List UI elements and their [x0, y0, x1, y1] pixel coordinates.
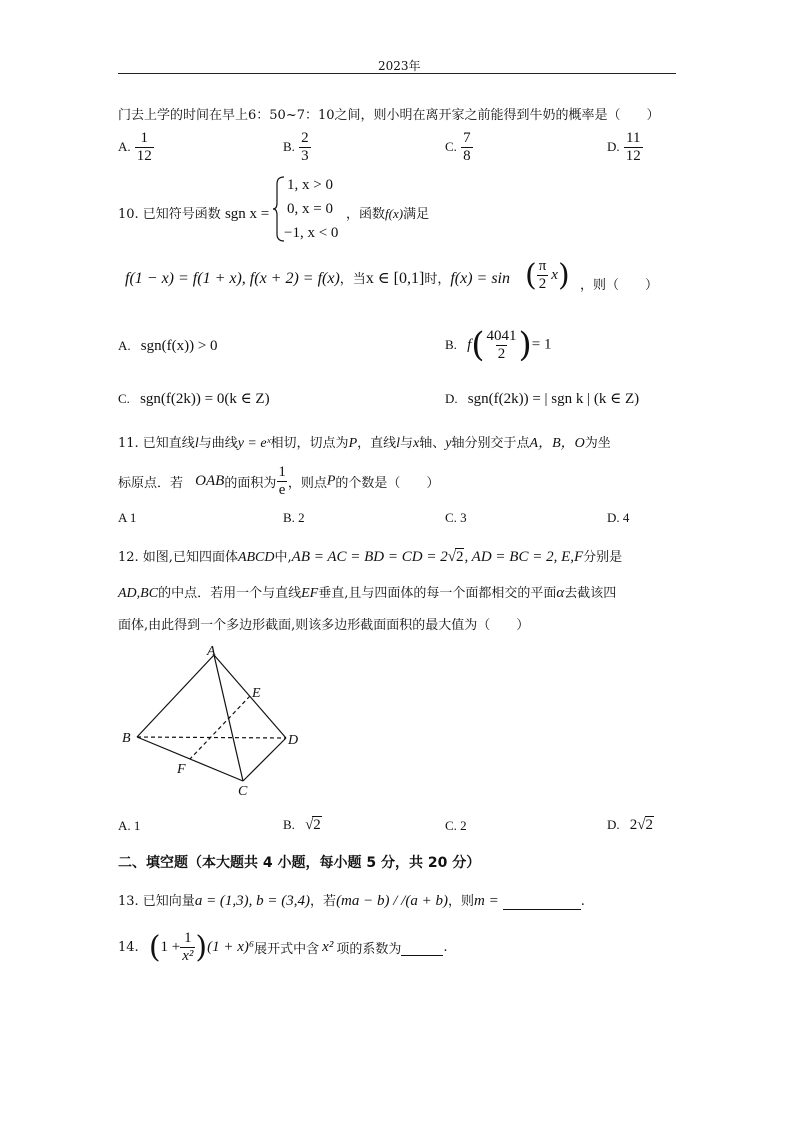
option-expr: sgn(f(x)) > 0 [140, 338, 218, 354]
y-axis: y [445, 436, 452, 451]
text: ，则点 [287, 476, 327, 491]
denominator: 12 [625, 148, 641, 164]
text: 的面积为 [224, 476, 277, 491]
text: 轴、 [419, 436, 446, 451]
x-axis: x [413, 436, 420, 451]
option-label: B. [283, 139, 295, 154]
case-positive: 1, x > 0 [287, 177, 333, 193]
option-label: C. [118, 391, 130, 406]
numerator: 7 [463, 130, 471, 146]
edge-equation-2: , AD = BC = 2, E,F [464, 549, 584, 565]
text: 满足 [403, 207, 430, 222]
q10-intro [118, 203, 269, 223]
vectors-expr: a = (1,3), b = (3,4) [194, 893, 311, 909]
label-c: C [238, 784, 248, 795]
text: 展开式中含 [254, 942, 320, 957]
q12-option-d[interactable] [607, 816, 654, 834]
q9-text: 门去上学的时间在早上6：50~7：10之间，则小明在离开家之前能得到牛奶的概率是（ ） [118, 108, 660, 123]
binomial-expr: (1 + x)⁶ [207, 939, 255, 955]
text: 垂直,且与四面体的每一个面都相交的平面 [318, 586, 557, 601]
q9-option-c[interactable] [445, 130, 473, 165]
label-f: F [177, 762, 186, 777]
text: 中, [274, 550, 292, 565]
header-rule [118, 73, 676, 74]
text: ，当 [339, 272, 366, 287]
fx: f(x) [385, 206, 404, 221]
denominator: 8 [463, 148, 471, 164]
text: 相切，切点为 [270, 436, 349, 451]
f-symbol: f [467, 336, 472, 353]
option-label: B. [283, 817, 295, 832]
numerator: 1 [184, 930, 192, 946]
period: . [443, 940, 448, 955]
line-l: l [194, 436, 199, 451]
sin-expr: f(x) = sin [450, 270, 510, 287]
edge-cd [243, 738, 286, 781]
text: 分别是 [583, 550, 623, 565]
text: ，若 [310, 894, 337, 909]
sin-argument [525, 258, 570, 293]
fraction [485, 328, 519, 363]
q10-option-b[interactable] [445, 325, 551, 365]
text: 为坐 [584, 436, 611, 451]
interval-expr: x ∈ [0,1] [365, 270, 425, 287]
q9-option-d[interactable] [607, 130, 643, 165]
edge-equation: AB = AC = BD = CD = 2 [291, 549, 448, 565]
q9-option-b[interactable] [283, 130, 311, 165]
sqrt-radicand: 2 [313, 817, 321, 833]
points-abo: A，B，O [529, 436, 585, 451]
paren-left: ( [471, 325, 485, 365]
numerator: 11 [626, 130, 641, 146]
pi-over-2 [537, 258, 549, 293]
section-title: 二、填空题（本大题共 4 小题，每小题 5 分，共 20 分） [118, 855, 481, 871]
period: . [580, 894, 585, 909]
segment-ef-hidden [190, 696, 250, 759]
text: 轴分别交于点 [451, 436, 530, 451]
numerator: 1 [140, 130, 149, 146]
parallel-condition: (ma − b) / /(a + b) [336, 893, 448, 909]
text: 时， [424, 272, 451, 287]
sqrt-symbol: √ [447, 549, 456, 565]
text: 与 [400, 436, 414, 451]
triangle-oab: OAB [195, 473, 225, 489]
numerator: 4041 [486, 327, 517, 344]
plane-alpha: α [556, 585, 565, 601]
q10-tail: ，则（ ） [580, 278, 659, 293]
text: ，则 [447, 894, 474, 909]
sqrt-radicand: 2 [645, 817, 654, 833]
q10-number: 10. 已知符号函数 [118, 207, 221, 222]
q11-option-d[interactable]: D. 4 [607, 510, 630, 525]
q12-option-a[interactable]: A. 1 [118, 818, 141, 833]
line-l: l [396, 436, 401, 451]
q9-option-a[interactable] [118, 130, 154, 165]
paren-left: ( [525, 258, 537, 293]
denominator: e [278, 482, 286, 498]
paren-left: ( [148, 930, 161, 965]
sqrt-symbol: √ [637, 817, 646, 833]
q12-line1 [118, 546, 622, 566]
label-d: D [288, 733, 299, 748]
condition-expr: f(1 − x) = f(1 + x), f(x + 2) = f(x) [125, 270, 340, 287]
text: 项的系数为 [336, 942, 402, 957]
sqrt-radicand: 2 [455, 549, 464, 565]
paren-right: ) [518, 325, 532, 365]
one-over-e [276, 464, 288, 499]
fraction [624, 130, 643, 165]
tetrahedron-name: ABCD [237, 550, 275, 565]
numerator: 2 [301, 130, 309, 146]
q10-intro-tail [346, 203, 429, 222]
edges-ad-bc: AD,BC [118, 586, 159, 601]
answer-blank[interactable] [401, 940, 443, 956]
option-label: A. [118, 338, 131, 353]
header-year: 2023年 [378, 59, 421, 73]
option-expr: sgn(f(2k)) = 0(k ∈ Z) [140, 391, 270, 407]
q12-option-b[interactable] [283, 816, 322, 834]
line-ef: EF [301, 586, 319, 601]
fraction [135, 130, 154, 165]
equals-one: = 1 [531, 336, 552, 353]
q12-line3: 面体,由此得到一个多边形截面,则该多边形截面面积的最大值为（ ） [118, 618, 530, 633]
sgn-lhs: sgn x = [224, 206, 270, 222]
denominator: 2 [538, 276, 547, 292]
answer-blank[interactable] [503, 894, 581, 910]
tetrahedron-figure [120, 645, 310, 795]
paren-right: ) [195, 930, 208, 965]
x-squared: x² [322, 939, 334, 955]
text: 的个数是（ ） [335, 476, 440, 491]
text: 标原点．若 [118, 476, 184, 491]
q10-conditions [125, 268, 510, 288]
q12-line2 [118, 582, 616, 602]
text: 11. 已知直线 [118, 436, 195, 451]
denominator: 12 [136, 148, 152, 164]
one-plus: 1 + [160, 939, 181, 955]
label-b: B [122, 731, 131, 746]
point-p: P [348, 436, 358, 451]
q10-option-a[interactable] [118, 338, 218, 355]
option-label: D. [607, 139, 620, 154]
fraction [299, 130, 311, 165]
numerator: 1 [278, 464, 286, 480]
sqrt-symbol: √ [305, 817, 314, 833]
text: ，直线 [357, 436, 397, 451]
one-over-x2 [180, 930, 195, 965]
text: ，函数 [346, 207, 386, 222]
option-label: D. [445, 391, 458, 406]
point-p: P [326, 473, 336, 489]
text: 的中点．若用一个与直线 [158, 586, 302, 601]
case-negative: −1, x < 0 [284, 225, 339, 241]
q11-line1 [118, 432, 611, 452]
q11-line2 [118, 464, 439, 499]
edge-ab [137, 655, 214, 737]
q14-number: 14. [118, 940, 139, 955]
denominator: 3 [301, 148, 309, 164]
denominator: 2 [497, 345, 506, 362]
q11-option-c[interactable]: C. 3 [445, 510, 467, 525]
q13-line [118, 890, 585, 910]
q14-line [118, 930, 447, 965]
coefficient: 2 [629, 817, 638, 833]
fraction [461, 130, 473, 165]
q12-option-c[interactable]: C. 2 [445, 818, 467, 833]
curve-expr: y = eˣ [237, 436, 271, 451]
label-a: A [207, 645, 216, 659]
case-zero: 0, x = 0 [287, 201, 333, 217]
paren-right: ) [557, 258, 570, 293]
q11-option-a[interactable]: A 1 [118, 510, 137, 525]
denominator: x² [182, 948, 194, 964]
q10-option-d[interactable] [445, 389, 639, 408]
text: 去截该四 [564, 586, 617, 601]
option-label: C. [445, 139, 457, 154]
m-equals: m = [473, 893, 499, 909]
option-label: A. [118, 139, 131, 154]
option-label: B. [445, 337, 457, 352]
label-e: E [252, 686, 261, 701]
option-expr: sgn(f(2k)) = | sgn k | (k ∈ Z) [467, 391, 640, 407]
text: 12. 如图,已知四面体 [118, 550, 238, 565]
q10-option-c[interactable] [118, 389, 270, 408]
text: 13. 已知向量 [118, 894, 195, 909]
numerator: π [538, 258, 547, 274]
option-label: D. [607, 817, 620, 832]
x-var: x [551, 267, 558, 283]
q11-option-b[interactable]: B. 2 [283, 510, 305, 525]
text: 与曲线 [198, 436, 238, 451]
